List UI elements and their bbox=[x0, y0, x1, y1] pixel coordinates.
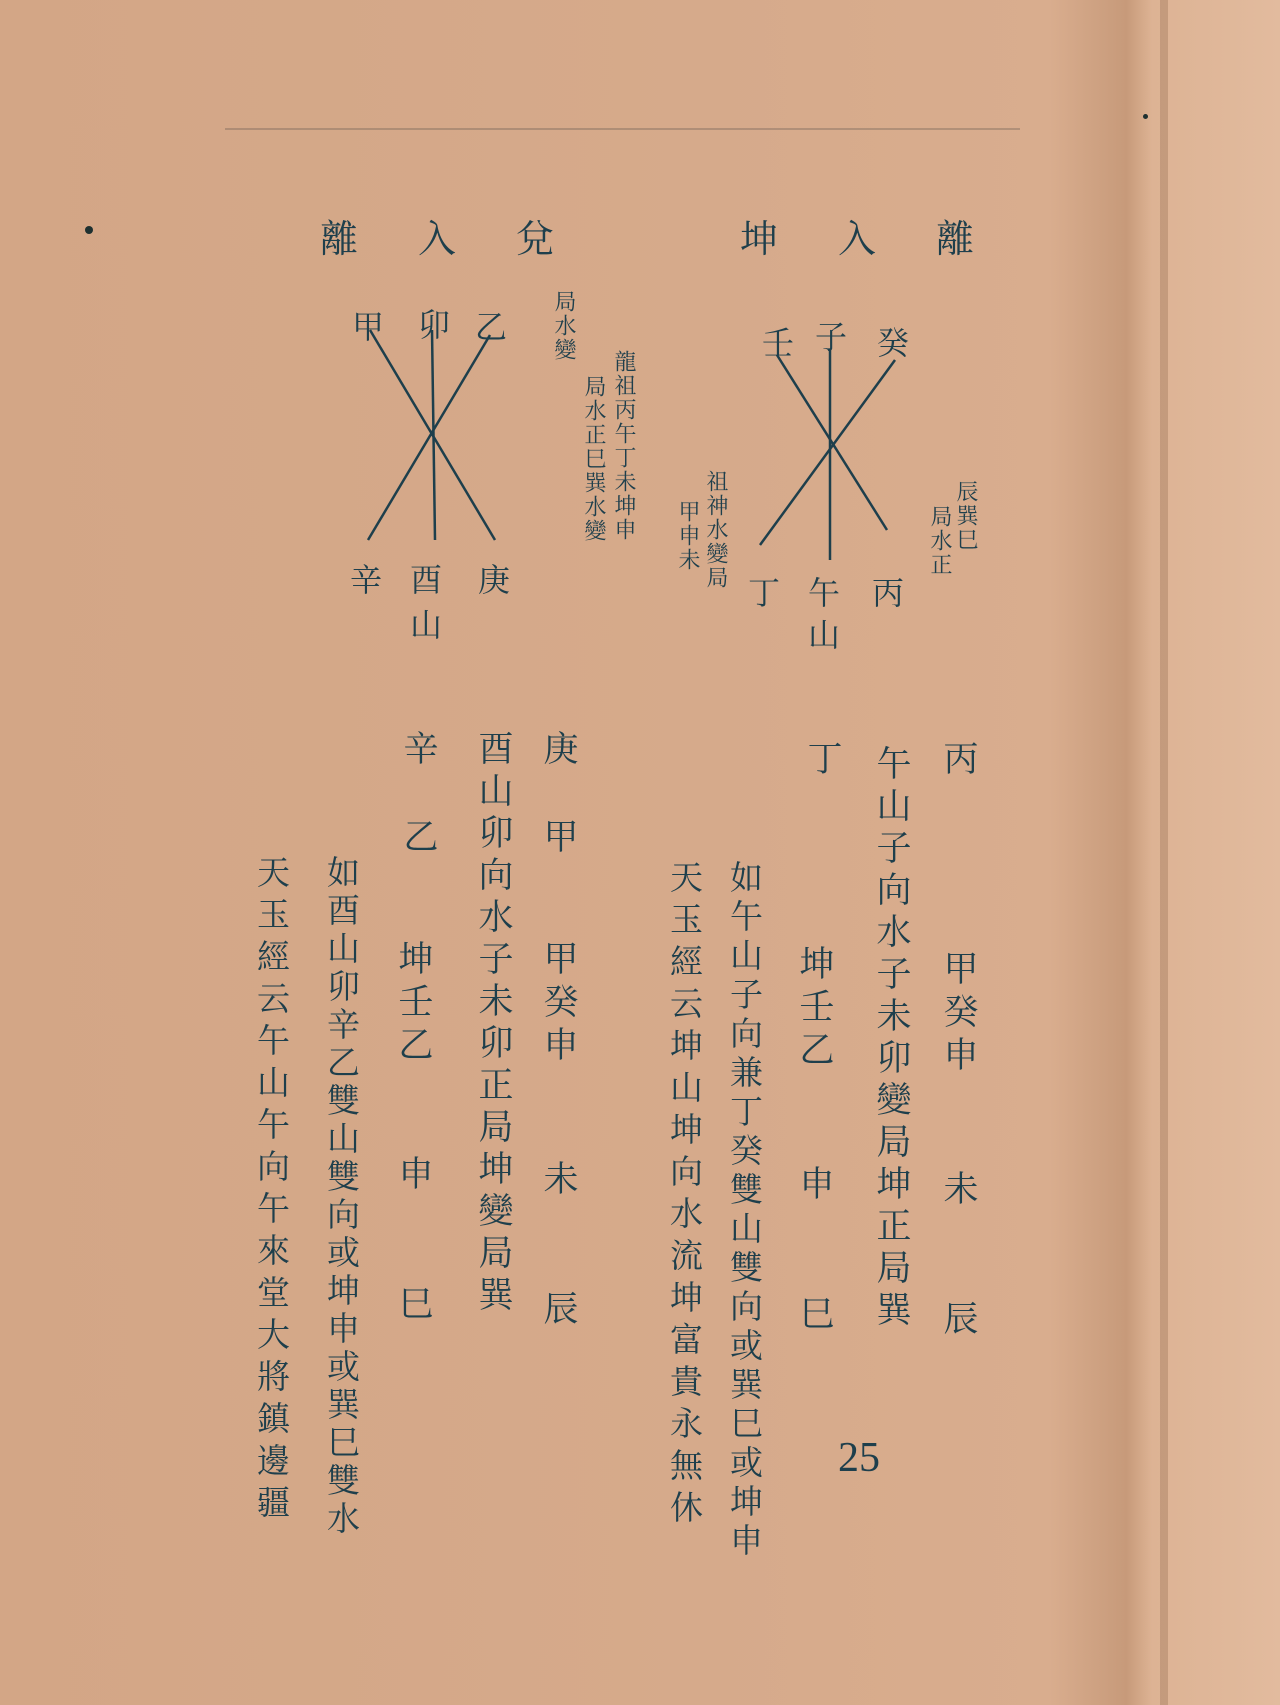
col1-end: 辰 bbox=[938, 1300, 978, 1343]
col1-mid: 甲癸申 bbox=[938, 950, 978, 1079]
ld-top-left: 甲 bbox=[352, 308, 385, 346]
title-left: 離入兌 bbox=[320, 217, 615, 261]
col8-mid: 乙 bbox=[398, 818, 438, 861]
ld-bottom-right: 庚 bbox=[478, 561, 511, 599]
rd-note-right-2: 局水正 bbox=[927, 505, 952, 577]
ld-top-right: 乙 bbox=[475, 308, 508, 346]
col6-low: 未 bbox=[538, 1160, 578, 1203]
rd-note-right: 辰巽巳 bbox=[953, 480, 978, 552]
col2: 午山子向水子未卯變局坤正局巽 bbox=[871, 745, 911, 1333]
col4: 如午山子向兼丁癸雙山雙向或巽巳或坤申 bbox=[725, 860, 764, 1562]
col6-mid: 甲 bbox=[538, 818, 578, 861]
rd-bottom-left: 丁 bbox=[748, 574, 781, 612]
ld-bottom-mid: 酉 bbox=[410, 561, 443, 599]
col3-top: 丁 bbox=[802, 740, 842, 783]
title-right: 坤入離 bbox=[740, 217, 1035, 261]
compass-diagrams bbox=[0, 0, 1280, 700]
left-diagram-lines bbox=[368, 330, 495, 540]
rd-note-left-2: 甲申未 bbox=[675, 500, 700, 572]
col10: 天玉經云午山午向午來堂大將鎮邊疆 bbox=[252, 855, 291, 1527]
rd-note-left: 祖神水變局 bbox=[703, 470, 728, 590]
col8-top: 辛 bbox=[398, 730, 438, 773]
page-number: 25 bbox=[838, 1435, 880, 1481]
rd-top-right: 癸 bbox=[877, 324, 910, 362]
ld-top-mid: 卯 bbox=[418, 306, 451, 344]
ld-bottom-mid-sub: 山 bbox=[410, 606, 443, 644]
col8-end: 巳 bbox=[393, 1285, 433, 1328]
right-diagram-lines bbox=[760, 350, 895, 560]
col6-mid2: 甲癸申 bbox=[538, 940, 578, 1069]
rd-bottom-mid: 午 bbox=[808, 574, 841, 612]
col6-end: 辰 bbox=[538, 1290, 578, 1333]
ld-note-arc-3: 局水變 bbox=[551, 290, 576, 362]
rd-top-left: 壬 bbox=[762, 324, 795, 362]
col3-mid: 坤壬乙 bbox=[794, 945, 834, 1074]
col3-low: 申 bbox=[794, 1165, 834, 1208]
col3-end: 巳 bbox=[794, 1295, 834, 1338]
rd-bottom-mid-sub: 山 bbox=[808, 616, 841, 654]
col7: 酉山卯向水子未卯正局坤變局巽 bbox=[473, 730, 513, 1318]
col9: 如酉山卯辛乙雙山雙向或坤申或巽巳雙水 bbox=[322, 855, 361, 1539]
col6-top: 庚 bbox=[538, 730, 578, 773]
rd-bottom-right: 丙 bbox=[872, 574, 905, 612]
ld-note-arc-2: 局水正巳巽水變 bbox=[581, 375, 606, 543]
col1-top: 丙 bbox=[938, 740, 978, 783]
rd-top-mid: 子 bbox=[815, 318, 848, 356]
ld-bottom-left: 辛 bbox=[350, 561, 383, 599]
col5: 天玉經云坤山坤向水流坤富貴永無休 bbox=[665, 860, 704, 1532]
col8-mid2: 坤壬乙 bbox=[393, 940, 433, 1069]
col8-low: 申 bbox=[393, 1155, 433, 1198]
col1-low: 未 bbox=[938, 1170, 978, 1213]
ld-note-arc-1: 龍祖丙午丁未坤申 bbox=[611, 350, 636, 542]
